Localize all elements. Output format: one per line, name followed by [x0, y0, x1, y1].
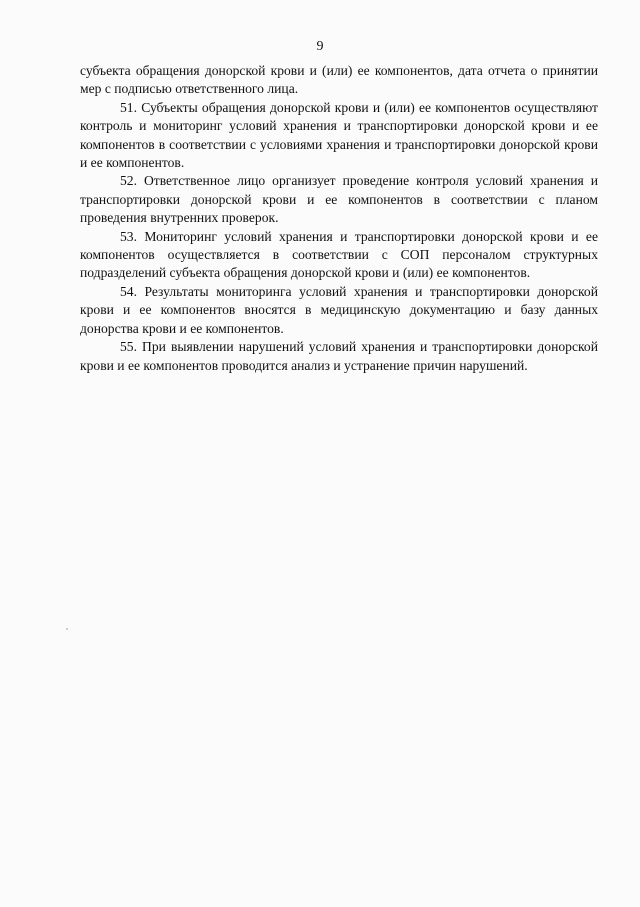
page-number: 9: [316, 39, 324, 54]
document-body: [80, 62, 598, 375]
paragraph-51: 51. Субъекты обращения донорской крови и (или) ее компонентов осуществляют контроль и мониторинг условий хранения и транспортировки донорской крови и ее компонентов в соответствии с условиями хранения и транспортировки донорской крови и ее компонентов.: [80, 99, 598, 171]
paragraph-52: 52. Ответственное лицо организует проведение контроля условий хранения и транспортировки донорской крови и ее компонентов в соответствии с планом проведения внутренних проверок.: [80, 173, 598, 226]
scan-speck: [66, 628, 68, 630]
paragraph-54: 54. Результаты мониторинга условий хранения и транспортировки донорской крови и ее компонентов вносятся в медицинскую документацию и базу данных донорства крови и ее компонентов.: [80, 283, 598, 336]
paragraph-55: 55. При выявлении нарушений условий хранения и транспортировки донорской крови и ее компонентов проводится анализ и устранение причин нарушений.: [80, 339, 598, 373]
paragraph-53: 53. Мониторинг условий хранения и транспортировки донорской крови и ее компонентов осуществляется в соответствии с СОП персоналом структурных подразделений субъекта обращения донорской крови и (или) ее компонентов.: [80, 228, 598, 281]
paragraph-continuation: субъекта обращения донорской крови и (или) ее компонентов, дата отчета о принятии мер с подписью ответственного лица.: [80, 63, 598, 97]
